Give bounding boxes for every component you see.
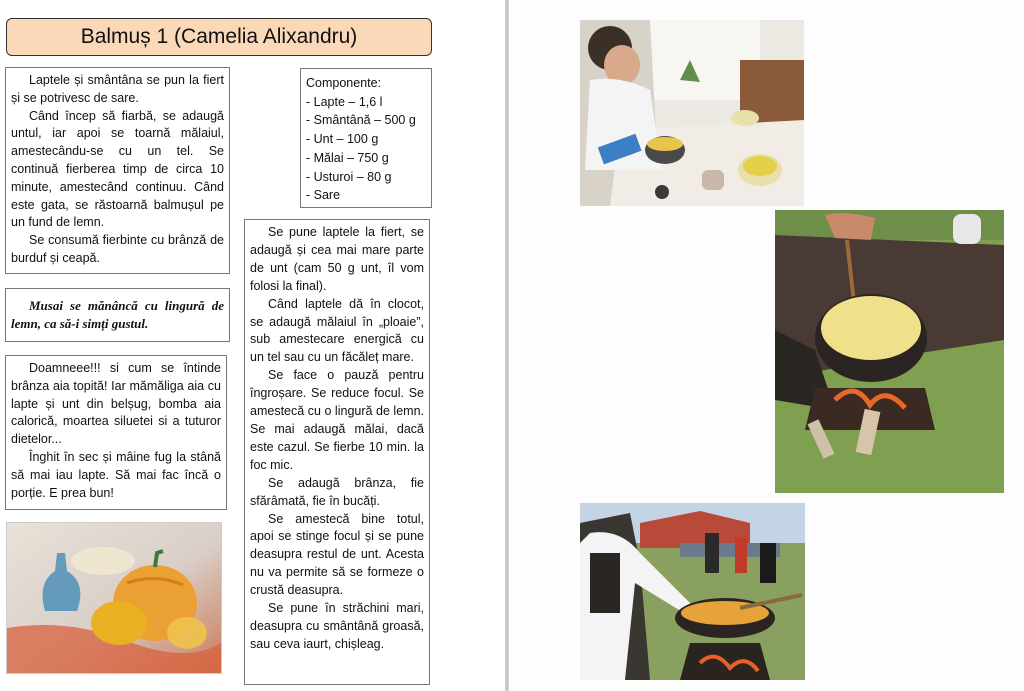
quote-box [5, 288, 230, 342]
quote-text: Musai se mănâncă cu lingură de lemn, ca să-i simți gustul. [11, 298, 224, 331]
component-item: - Mălai – 750 g [306, 150, 389, 165]
outdoor-cooking-photo [580, 503, 805, 680]
method-paragraph: Se amestecă bine totul, apoi se stinge focul și se pune deasupra restul de unt. Acesta nu va permite să se formeze o crustă deasupra. [250, 511, 424, 598]
left-page [0, 0, 505, 691]
intro-paragraph: Se consumă fierbinte cu brânză de burduf și ceapă. [11, 233, 224, 265]
method-paragraph: Se face o pauză pentru îngroșare. Se reduce focul. Se amestecă cu o lingură de lemn. Se mai adaugă mălai, dacă este cazul. Se fierbe 10 min. la foc mic. [250, 368, 424, 472]
method-paragraph: Se pune laptele la fiert, se adaugă și cea mai mare parte de unt (cam 50 g unt, îl vom folosi la final). [250, 225, 424, 293]
recipe-title-text: Balmuș 1 (Camelia Alixandru) [80, 25, 358, 48]
component-item: - Lapte – 1,6 l [306, 94, 383, 109]
comment-paragraph: Înghit în sec și mâine fug la stână să mai iau lapte. Să mai fac încă o porție. E prea bun! [11, 449, 221, 500]
method-paragraph: Când laptele dă în clocot, se adaugă mălaiul în „ploaie”, sub amestecare energică cu un tel sau cu un făcăleț mare. [250, 296, 424, 365]
component-item: - Smântână – 500 g [306, 113, 416, 128]
method-paragraph: Se pune în străchini mari, deasupra cu smântână groasă, sau ceva iaurt, chișleag. [250, 601, 424, 651]
components-box [300, 68, 432, 208]
component-item: - Sare [306, 188, 341, 203]
intro-paragraph: Laptele și smântâna se pun la fiert și se potrivesc de sare. [11, 73, 224, 105]
still-life-painting [6, 522, 222, 674]
components-heading: Componente: [306, 76, 382, 90]
right-page [509, 0, 1024, 691]
method-box [244, 219, 430, 685]
method-paragraph: Se adaugă brânza, fie sfărâmată, fie în bucăți. [250, 475, 424, 508]
cauldron-photo [775, 210, 1004, 493]
comments-box [5, 355, 227, 510]
kitchen-photo [580, 20, 804, 206]
recipe-title [6, 18, 432, 56]
intro-paragraph: Când încep să fiarbă, se adaugă untul, iar apoi se toarnă mălaiul, amestecându-se cu un tel. Se continuă fierberea timp de circa 10 minute, amestecând continuu. Când este gata, se răstoarnă balmușul pe un fund de lemn. [11, 108, 224, 230]
comment-paragraph: Doamneee!!! si cum se întinde brânza aia topită! Iar mămăliga aia cu lapte și unt din belșug, bomba aia calorică, moartea siluetei si a tuturor dietelor... [11, 361, 221, 447]
component-item: - Usturoi – 80 g [306, 169, 392, 184]
component-item: - Unt – 100 g [306, 132, 379, 147]
intro-box [5, 67, 230, 274]
